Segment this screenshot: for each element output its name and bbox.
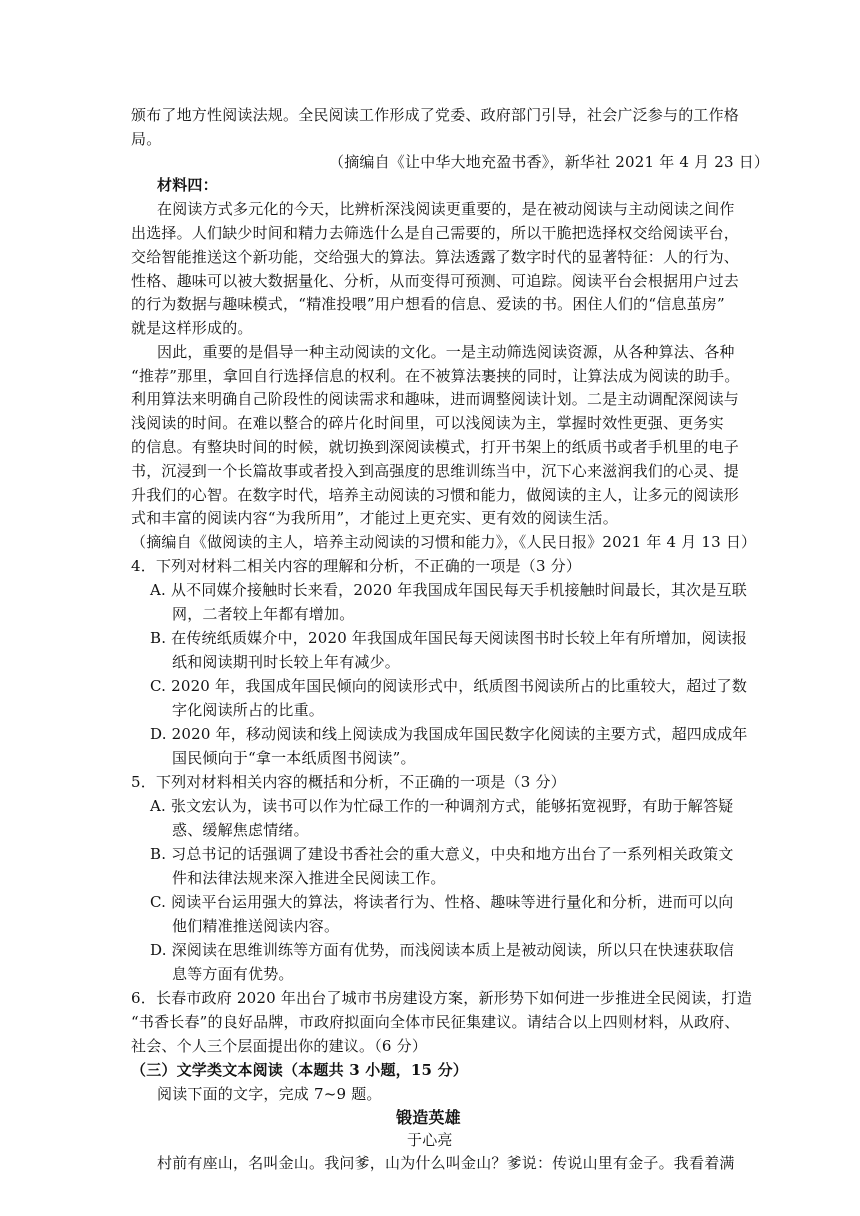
question-stem: 6．长春市政府 2020 年出台了城市书房建设方案，新形势下如何进一步推进全民阅读，打造 <box>131 989 753 1007</box>
option-d-cont: 息等方面有优势。 <box>172 965 294 983</box>
option-d: D. 2020 年，移动阅读和线上阅读成为我国成年国民数字化阅读的主要方式，超四成成年 <box>150 725 748 743</box>
paragraph-line: 颁布了地方性阅读法规。全民阅读工作形成了党委、政府部门引导，社会广泛参与的工作格 <box>131 106 740 124</box>
option-b: B. 习总书记的话强调了建设书香社会的重大意义，中央和地方出台了一系列相关政策文 <box>150 845 734 863</box>
option-b-cont: 件和法律法规来深入推进全民阅读工作。 <box>172 869 446 887</box>
option-d: D. 深阅读在思维训练等方面有优势，而浅阅读本质上是被动阅读，所以只在快速获取信 <box>150 941 735 959</box>
option-a: A. 张文宏认为，读书可以作为忙碌工作的一种调剂方式，能够拓宽视野，有助于解答疑 <box>150 797 734 815</box>
paragraph-line: 在阅读方式多元化的今天，比辨析深浅阅读更重要的，是在被动阅读与主动阅读之间作 <box>157 200 735 218</box>
option-b: B. 在传统纸质媒介中，2020 年我国成年国民每天阅读图书时长较上年有所增加，阅读报 <box>150 629 748 647</box>
paragraph-line: 出选择。人们缺少时间和精力去筛选什么是自己需要的，所以干脆把选择权交给阅读平台， <box>131 224 740 242</box>
option-a: A. 从不同媒介接触时长来看，2020 年我国成年国民每天手机接触时间最长，其次是互联 <box>150 581 747 599</box>
paragraph-line: 式和丰富的阅读内容“为我所用”，才能过上更充实、更有效的阅读生活。 <box>131 509 618 527</box>
question-stem: 5．下列对材料相关内容的概括和分析，不正确的一项是（3 分） <box>131 773 566 791</box>
question-line: “书香长春”的良好品牌，市政府拟面向全体市民征集建议。请结合以上四则材料，从政府、 <box>131 1013 740 1031</box>
section-heading: （三）文学类文本阅读（本题共 3 小题，15 分） <box>131 1061 468 1079</box>
option-c-cont: 他们精准推送阅读内容。 <box>172 917 340 935</box>
source-citation: （摘编自《让中华大地充盈书香》，新华社 2021 年 4 月 23 日） <box>329 153 770 171</box>
paragraph-line: 交给智能推送这个新功能，交给强大的算法。算法透露了数字时代的显著特征：人的行为、 <box>131 248 740 266</box>
paragraph-line: 升我们的心智。在数字时代，培养主动阅读的习惯和能力，做阅读的主人，让多元的阅读形 <box>131 486 740 504</box>
paragraph-line: 局。 <box>131 130 162 148</box>
paragraph-line: 因此，重要的是倡导一种主动阅读的文化。一是主动筛选阅读资源，从各种算法、各种 <box>157 343 735 361</box>
paragraph-line: “推荐”那里，拿回自行选择信息的权利。在不被算法裹挟的同时，让算法成为阅读的助手。 <box>131 367 740 385</box>
section-instruction: 阅读下面的文字，完成 7~9 题。 <box>157 1085 382 1103</box>
option-c: C. 2020 年，我国成年国民倾向的阅读形式中，纸质图书阅读所占的比重较大，超过了数 <box>150 677 748 695</box>
material-heading: 材料四： <box>157 176 218 194</box>
paragraph-line: 书，沉浸到一个长篇故事或者投入到高强度的思维训练当中，沉下心来滋润我们的心灵、提 <box>131 462 740 480</box>
question-stem: 4．下列对材料二相关内容的理解和分析，不正确的一项是（3 分） <box>131 557 582 575</box>
option-a-cont: 网，二者较上年都有增加。 <box>172 605 355 623</box>
option-d-cont: 国民倾向于“拿一本纸质图书阅读”。 <box>172 749 416 767</box>
paragraph-line: 的信息。有整块时间的时候，就切换到深阅读模式，打开书架上的纸质书或者手机里的电子 <box>131 438 740 456</box>
paragraph-line: 利用算法来明确自己阶段性的阅读需求和趣味，进而调整阅读计划。二是主动调配深阅读与 <box>131 390 740 408</box>
story-author: 于心亮 <box>407 1131 453 1149</box>
paragraph-line: 村前有座山，名叫金山。我问爹，山为什么叫金山？爹说：传说山里有金子。我看着满 <box>157 1154 735 1172</box>
paragraph-line: 就是这样形成的。 <box>131 319 253 337</box>
paragraph-line: 性格、趣味可以被大数据量化、分析，从而变得可预测、可追踪。阅读平台会根据用户过去 <box>131 272 740 290</box>
story-title: 锻造英雄 <box>396 1108 461 1127</box>
option-a-cont: 惑、缓解焦虑情绪。 <box>172 821 309 839</box>
option-c: C. 阅读平台运用强大的算法，将读者行为、性格、趣味等进行量化和分析，进而可以向 <box>150 893 734 911</box>
source-citation: （摘编自《做阅读的主人，培养主动阅读的习惯和能力》，《人民日报》2021 年 4 月 13 日） <box>131 533 757 551</box>
option-b-cont: 纸和阅读期刊时长较上年有减少。 <box>172 653 401 671</box>
question-line: 社会、个人三个层面提出你的建议。（6 分） <box>131 1037 428 1055</box>
paragraph-line: 的行为数据与趣味模式，“精准投喂”用户想看的信息、爱读的书。困住人们的“信息茧房” <box>131 295 725 313</box>
paragraph-line: 浅阅读的时间。在难以整合的碎片化时间里，可以浅阅读为主，掌握时效性更强、更务实 <box>131 414 724 432</box>
option-c-cont: 字化阅读所占的比重。 <box>172 701 325 719</box>
